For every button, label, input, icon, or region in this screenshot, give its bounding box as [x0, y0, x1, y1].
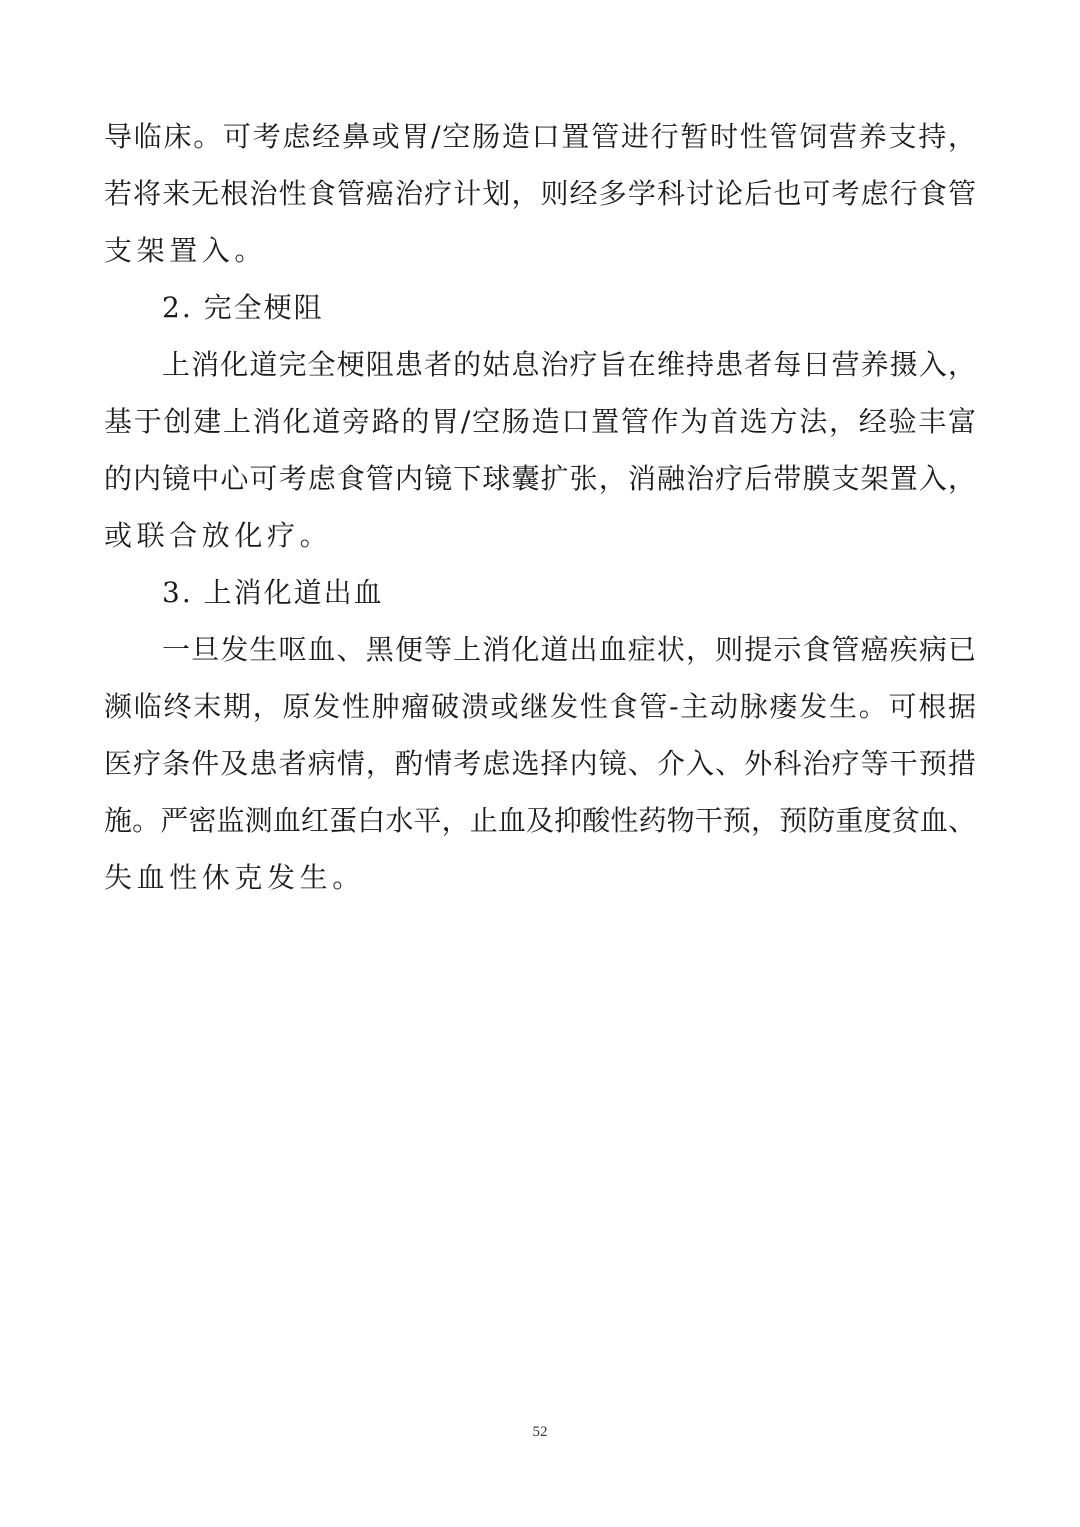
text-line: 濒临终末期，原发性肿瘤破溃或继发性食管-主动脉瘘发生。可根据 — [104, 690, 976, 723]
section-heading-complete-obstruction: 2. 完全梗阻 — [162, 291, 324, 324]
text-line: 的内镜中心可考虑食管内镜下球囊扩张，消融治疗后带膜支架置入， — [104, 462, 976, 495]
text-line: 施。严密监测血红蛋白水平，止血及抑酸性药物干预，预防重度贫血、 — [104, 804, 976, 837]
text-line: 支架置入。 — [104, 234, 268, 267]
section-heading-upper-gi-bleeding: 3. 上消化道出血 — [162, 576, 384, 609]
document-page — [104, 108, 976, 906]
paragraph-continued-enteral-nutrition — [104, 108, 976, 279]
text-line: 一旦发生呕血、黑便等上消化道出血症状，则提示食管癌疾病已 — [162, 633, 976, 666]
text-line: 失血性休克发生。 — [104, 861, 365, 894]
text-line: 或联合放化疗。 — [104, 519, 333, 552]
text-line: 上消化道完全梗阻患者的姑息治疗旨在维持患者每日营养摄入， — [162, 348, 976, 381]
text-line: 导临床。可考虑经鼻或胃/空肠造口置管进行暂时性管饲营养支持， — [104, 120, 976, 153]
page-number: 52 — [532, 1424, 548, 1440]
text-line: 基于创建上消化道旁路的胃/空肠造口置管作为首选方法，经验丰富 — [104, 405, 976, 438]
text-line: 若将来无根治性食管癌治疗计划，则经多学科讨论后也可考虑行食管 — [104, 177, 976, 210]
paragraph-complete-obstruction — [104, 336, 976, 564]
paragraph-upper-gi-bleeding — [104, 621, 976, 906]
text-line: 医疗条件及患者病情，酌情考虑选择内镜、介入、外科治疗等干预措 — [104, 747, 976, 780]
